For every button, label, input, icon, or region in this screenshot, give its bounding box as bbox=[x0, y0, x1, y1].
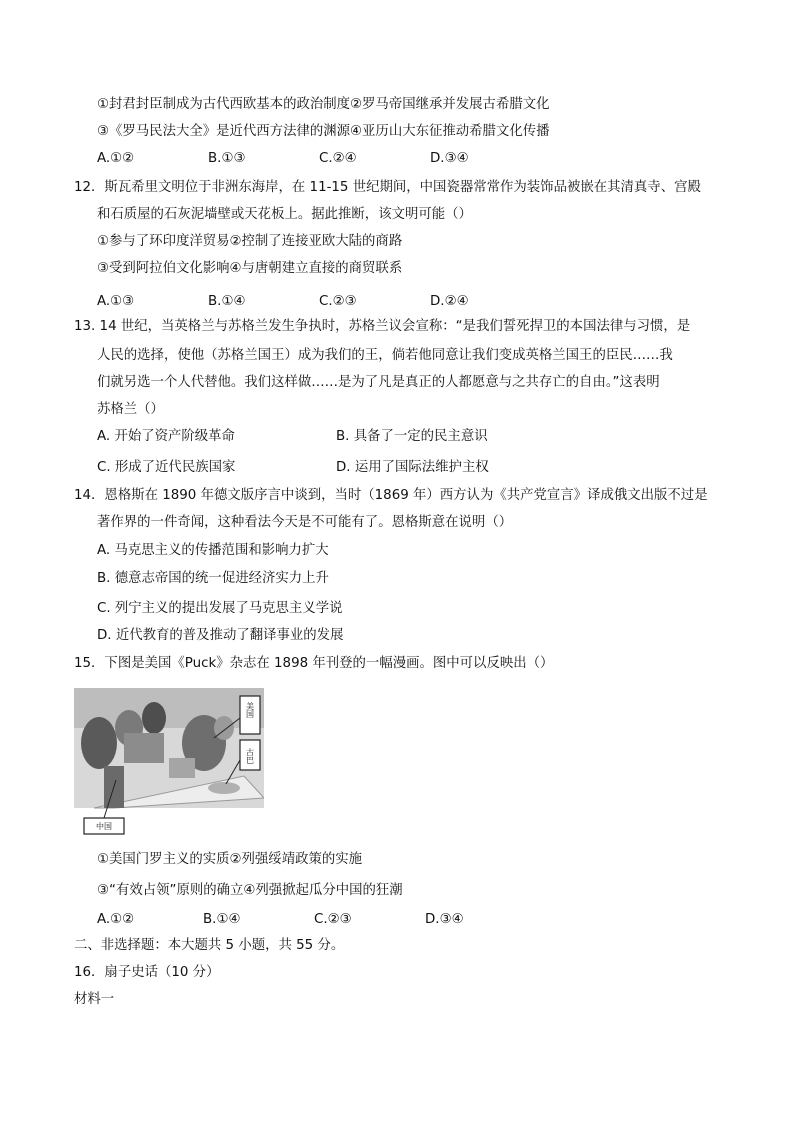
q15-option-a: A.①② bbox=[97, 912, 135, 927]
q13-option-c: C. 形成了近代民族国家 bbox=[97, 460, 236, 475]
q11-option-a: A.①② bbox=[97, 151, 135, 166]
label-usa: 美国 bbox=[245, 702, 255, 718]
q13-stem-line-4: 苏格兰（） bbox=[97, 402, 164, 417]
q16-material-label: 材料一 bbox=[74, 992, 115, 1007]
q11-statement-1: ①封君封臣制成为古代西欧基本的政治制度②罗马帝国继承并发展古希腊文化 bbox=[97, 97, 550, 112]
q12-stem-line-1: 12．斯瓦希里文明位于非洲东海岸，在 11-15 世纪期间，中国瓷器常常作为装饰品被嵌在其清真寺、宫殿 bbox=[74, 180, 701, 195]
q13-stem-line-1: 13. 14 世纪，当英格兰与苏格兰发生争执时，苏格兰议会宣称：“是我们誓死捍卫的本国法律与习惯，是 bbox=[74, 319, 691, 334]
q14-option-c: C. 列宁主义的提出发展了马克思主义学说 bbox=[97, 601, 343, 616]
label-china: 中国 bbox=[96, 822, 112, 831]
label-cuba: 古巴 bbox=[245, 748, 255, 764]
puck-cartoon-image bbox=[74, 688, 264, 836]
q12-option-d: D.②④ bbox=[430, 294, 469, 309]
q11-option-b: B.①③ bbox=[208, 151, 246, 166]
q12-statement-2: ③受到阿拉伯文化影响④与唐朝建立直接的商贸联系 bbox=[97, 261, 403, 276]
q16-title: 16．扇子史话（10 分） bbox=[74, 965, 220, 980]
q14-option-a: A. 马克思主义的传播范围和影响力扩大 bbox=[97, 543, 329, 558]
q13-stem-line-2: 人民的选择，使他（苏格兰国王）成为我们的王，倘若他同意让我们变成英格兰国王的臣民……我 bbox=[97, 348, 673, 363]
q12-statement-1: ①参与了环印度洋贸易②控制了连接亚欧大陆的商路 bbox=[97, 234, 403, 249]
q15-stem: 15．下图是美国《Puck》杂志在 1898 年刊登的一幅漫画。图中可以反映出（） bbox=[74, 656, 554, 671]
q14-option-d: D. 近代教育的普及推动了翻译事业的发展 bbox=[97, 628, 344, 643]
q15-option-c: C.②③ bbox=[314, 912, 352, 927]
q15-option-b: B.①④ bbox=[203, 912, 241, 927]
q11-option-d: D.③④ bbox=[430, 151, 469, 166]
q12-stem-line-2: 和石质屋的石灰泥墙壁或天花板上。据此推断，该文明可能（） bbox=[97, 207, 472, 222]
q13-option-b: B. 具备了一定的民主意识 bbox=[336, 429, 488, 444]
q12-option-c: C.②③ bbox=[319, 294, 357, 309]
q13-option-d: D. 运用了国际法维护主权 bbox=[336, 460, 489, 475]
q15-statement-2: ③“有效占领”原则的确立④列强掀起瓜分中国的狂潮 bbox=[97, 883, 403, 898]
q14-option-b: B. 德意志帝国的统一促进经济实力上升 bbox=[97, 571, 329, 586]
q12-option-a: A.①③ bbox=[97, 294, 135, 309]
q14-stem-line-2: 著作界的一件奇闻，这种看法今天是不可能有了。恩格斯意在说明（） bbox=[97, 515, 513, 530]
section-2-heading: 二、非选择题：本大题共 5 小题，共 55 分。 bbox=[74, 938, 345, 953]
q14-stem-line-1: 14．恩格斯在 1890 年德文版序言中谈到，当时（1869 年）西方认为《共产党宣言》译成俄文出版不过是 bbox=[74, 488, 708, 503]
q13-option-a: A. 开始了资产阶级革命 bbox=[97, 429, 235, 444]
q13-stem-line-3: 们就另选一个人代替他。我们这样做……是为了凡是真正的人都愿意与之共存亡的自由。”这表明 bbox=[97, 375, 660, 390]
q15-option-d: D.③④ bbox=[425, 912, 464, 927]
q11-option-c: C.②④ bbox=[319, 151, 357, 166]
q11-statement-2: ③《罗马民法大全》是近代西方法律的渊源④亚历山大东征推动希腊文化传播 bbox=[97, 124, 550, 139]
q15-statement-1: ①美国门罗主义的实质②列强绥靖政策的实施 bbox=[97, 852, 363, 867]
q12-option-b: B.①④ bbox=[208, 294, 246, 309]
